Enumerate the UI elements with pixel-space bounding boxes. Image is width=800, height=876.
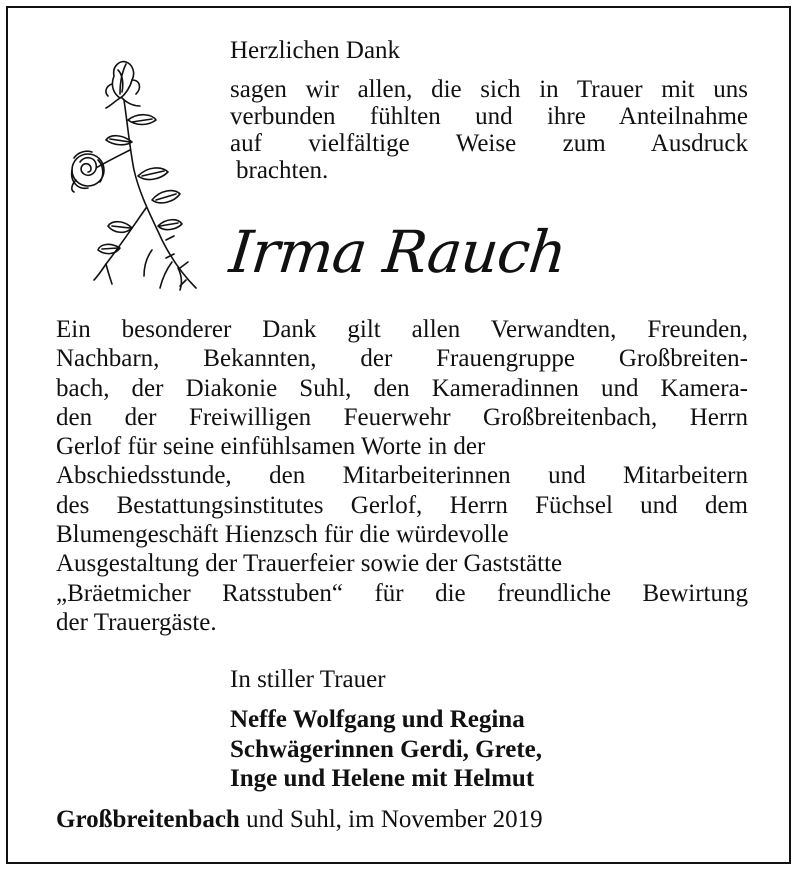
body-line: Ausgestaltung der Trauerfeier sowie der Gaststätte: [56, 550, 563, 578]
body-line: Blumengeschäft Hienzsch für die würdevolle: [56, 521, 509, 549]
place-and-date: [56, 805, 543, 835]
body-line: Abschiedsstunde, den Mitarbeiterinnen und Mitarbeitern: [56, 462, 748, 490]
obituary-thank-you-notice: [6, 6, 791, 864]
body-line: Nachbarn, Bekannten, der Frauengruppe Großbreiten-: [56, 345, 748, 373]
signature-intro: In stiller Trauer: [230, 666, 386, 693]
date-text: und Suhl, im November 2019: [239, 806, 543, 833]
thanks-heading: Herzlichen Dank: [230, 37, 401, 64]
intro-line: verbunden fühlten und ihre Anteilnahme: [230, 103, 748, 130]
rose-illustration-icon: [62, 58, 208, 294]
intro-line: sagen wir allen, die sich in Trauer mit uns: [230, 76, 748, 103]
body-line: bach, der Diakonie Suhl, den Kameradinnen und Kamera-: [56, 374, 748, 402]
body-line: den der Freiwilligen Feuerwehr Großbreitenbach, Herrn: [56, 403, 748, 431]
family-line: Neffe Wolfgang und Regina: [230, 706, 525, 733]
family-line: Inge und Helene mit Helmut: [230, 765, 535, 792]
family-line: Schwägerinnen Gerdi, Grete,: [230, 735, 542, 763]
body-line: der Trauergäste.: [56, 608, 217, 636]
mourners-signature: [230, 665, 542, 794]
place-name: Großbreitenbach: [56, 806, 240, 833]
body-line: Ein besonderer Dank gilt allen Verwandten, Freunden,: [56, 316, 748, 343]
intro-line: auf vielfältige Weise zum Ausdruck: [230, 130, 748, 157]
body-line: des Bestattungsinstitutes Gerlof, Herrn Füchsel und dem: [56, 491, 748, 519]
body-line: „Bräetmicher Ratsstuben“ für die freundliche Bewirtung: [56, 579, 748, 607]
deceased-name: Irma Rauch: [226, 218, 570, 286]
thanks-intro-text: [230, 76, 748, 184]
thanks-body-text: [56, 315, 748, 637]
body-line: Gerlof für seine einfühlsamen Worte in der: [56, 433, 486, 461]
intro-line: brachten.: [236, 157, 329, 184]
